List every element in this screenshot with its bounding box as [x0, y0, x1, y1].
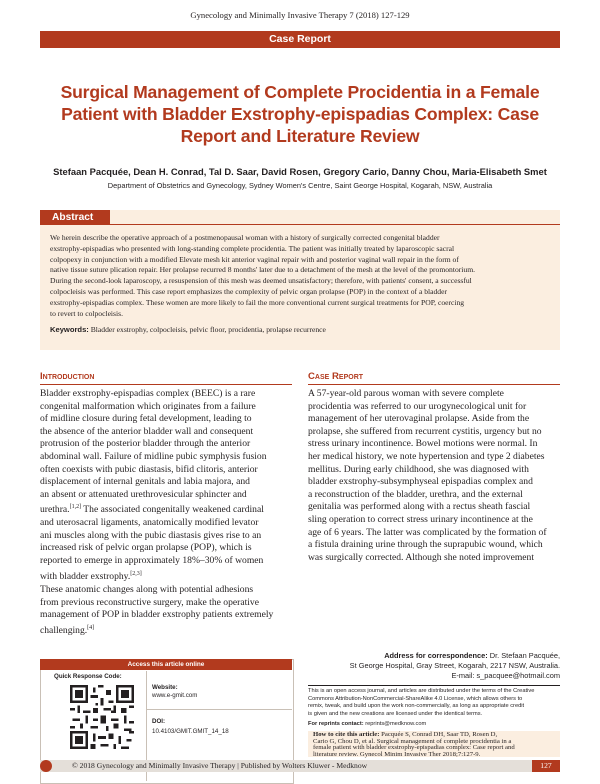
citation-text: How to cite this article: Pacquée S, Conrad DH, Saar TD, Rosen D, Cario G, Chou D, et al. Surgical management of complete procidentia in a female patient with bladder exstrophy-epispadias complex: Case report and literature review. Gynecol Minim Invasive Ther 2018;7:127-9.: [313, 731, 515, 758]
qr-code: [70, 685, 134, 749]
reprints-label: For reprints contact:: [308, 721, 364, 727]
abstract-rule: [40, 224, 560, 225]
footer-text: © 2018 Gynecology and Minimally Invasive Therapy | Published by Wolters Kluwer - Medknow: [72, 761, 368, 770]
abstract-line: exstrophy-epispadias who presented with long-standing complete procidentia. The patient was initially treated by laparoscopic sacral: [50, 243, 455, 253]
citation-ref[interactable]: [2,3]: [130, 570, 142, 577]
citation-label: How to cite this article:: [313, 731, 380, 738]
website-label: Website:: [152, 684, 178, 691]
license-rule: [308, 685, 560, 686]
correspondence-label: Address for correspondence:: [384, 651, 488, 660]
footer-bullet: [40, 760, 52, 772]
author-list: Stefaan Pacquée, Dean H. Conrad, Tal D. Saar, David Rosen, Gregory Cario, Danny Chou, Maria-Elisabeth Smet: [53, 166, 547, 177]
qr-label: Quick Response Code:: [54, 673, 122, 680]
access-heading: Access this article online: [40, 659, 292, 670]
introduction-para-2: These anatomic changes along with potential adhesions from previous reconstructive surgery, make the operative management of POP in bladder exstrophy patients extremely challenging.[4]: [40, 584, 274, 636]
reprints-email[interactable]: reprints@medknow.com: [363, 721, 427, 727]
access-row-divider: [147, 709, 292, 710]
introduction-rule: [40, 384, 292, 385]
qr-code-icon: [70, 685, 134, 749]
abstract-line: to revert to colpocleisis.: [50, 308, 123, 318]
case-report-text: A 57-year-old parous woman with severe complete procidentia was referred to our urogynecological unit for management of her uterovaginal prolapse. Aside from the prolapse, she suffered from recurrent cystitis, urgency but no stress urinary incontinence. Bowel motions were normal. In her medical history, we note hypertension and type 2 diabetes mellitus. During early childhood, she was diagnosed with bladder exstrophy-subsymphyseal epispadias complex and a reconstruction of the bladder, urethra, and the external genitalia was performed along with a rectus sheath fascial sling operation to correct stress urinary incontinence at the age of 6 years. The latter was complicated by the formation of a fistula draining urine through the suprapubic wound, which was surgically corrected. Although she noted improvement: [308, 388, 547, 563]
article-title: Surgical Management of Complete Procidentia in a Female Patient with Bladder Exstrophy-epispadias Complex: Case Report and Literature Review: [60, 82, 540, 146]
introduction-heading: Introduction: [40, 371, 95, 382]
correspondence-address: St George Hospital, Gray Street, Kogarah, 2217 NSW, Australia.: [349, 661, 560, 670]
keywords: [50, 325, 552, 334]
correspondence-email[interactable]: E-mail: s_pacquee@hotmail.com: [451, 671, 560, 680]
abstract-heading: Abstract: [40, 210, 110, 225]
correspondence: [310, 651, 560, 681]
abstract-line: We herein describe the operative approach of a postmenopausal woman with a history of surgically corrected congenital bladder: [50, 233, 440, 242]
license-text: This is an open access journal, and articles are distributed under the terms of the Creative Commons Attribution-NonCommercial-ShareAlike 4.0 License, which allows others to remix, tweak, and build upon the work non-commercially, as long as appropriate credit is given and the new creations are licensed under the identical terms.: [308, 688, 535, 717]
page-number: 127: [532, 760, 560, 772]
website-link[interactable]: www.e-gmit.com: [152, 692, 198, 699]
running-head: Gynecology and Minimally Invasive Therapy 7 (2018) 127-129: [190, 10, 410, 20]
abstract-line: colpocleisis was performed. This case report emphasizes the complexity of pelvic organ prolapse (POP) in the context of a bladder: [50, 286, 448, 296]
abstract-text: [50, 233, 552, 319]
correspondence-name: Dr. Stefaan Pacquée,: [487, 651, 560, 660]
doi-link[interactable]: 10.4103/GMIT.GMIT_14_18: [152, 728, 229, 735]
affiliation: Department of Obstetrics and Gynecology, Sydney Women's Centre, Saint George Hospital, Kogarah, NSW, Australia: [107, 181, 493, 190]
abstract-line: native tissue suture plication repair. Her prolapse recurred 8 months' later due to a detachment of the mesh at the level of the promontorium.: [50, 265, 476, 275]
reprints: [308, 721, 426, 727]
keywords-value: Bladder exstrophy, colpocleisis, pelvic floor, procidentia, prolapse recurrence: [90, 325, 326, 334]
citation-ref[interactable]: [1,2]: [69, 504, 82, 511]
case-report-rule: [308, 384, 560, 385]
case-report-heading: Case Report: [308, 371, 364, 382]
keywords-label: Keywords:: [50, 325, 89, 334]
abstract-line: During the second-look laparoscopy, a resuspension of this mesh was deemed unsatisfactory; therefore, with patients' consent, a successful: [50, 276, 472, 286]
article-type-banner: Case Report: [40, 31, 560, 48]
doi-label: DOI:: [152, 718, 166, 725]
citation-ref[interactable]: [4]: [87, 624, 95, 631]
abstract-line: exstrophy-epispadias complex. These women are more likely to fail the more conventional current surgical treatments for POP, coercing: [50, 297, 465, 307]
introduction-para-1: Bladder exstrophy-epispadias complex (BEEC) is a rare congenital malformation which originates from a failure of midline closure during fetal development, leading to the absence of the anterior bladder wall and consequent protrusion of the posterior bladder through the anterior abdominal wall. Failure of midline pubic symphysis fusion often coexists with pubic diastasis, bifid clitoris, anterior displacement of internal genitals and labia majora, and an absent or attenuated urethrovesicular sphincter and urethra.[1,2] The associated congenitally weakened cardinal and uterosacral ligaments, anatomically modified levator ani muscles along with the pubic diastasis gives rise to an increased risk of pelvic organ prolapse (POP), which is reported to emerge in approximately 18%–30% of women with bladder exstrophy.[2,3]: [40, 388, 267, 582]
abstract-line: colpopexy in conjunction with a modified Elevate mesh kit anterior vaginal repair with and posterior vaginal wall repair in the form of: [50, 254, 459, 264]
